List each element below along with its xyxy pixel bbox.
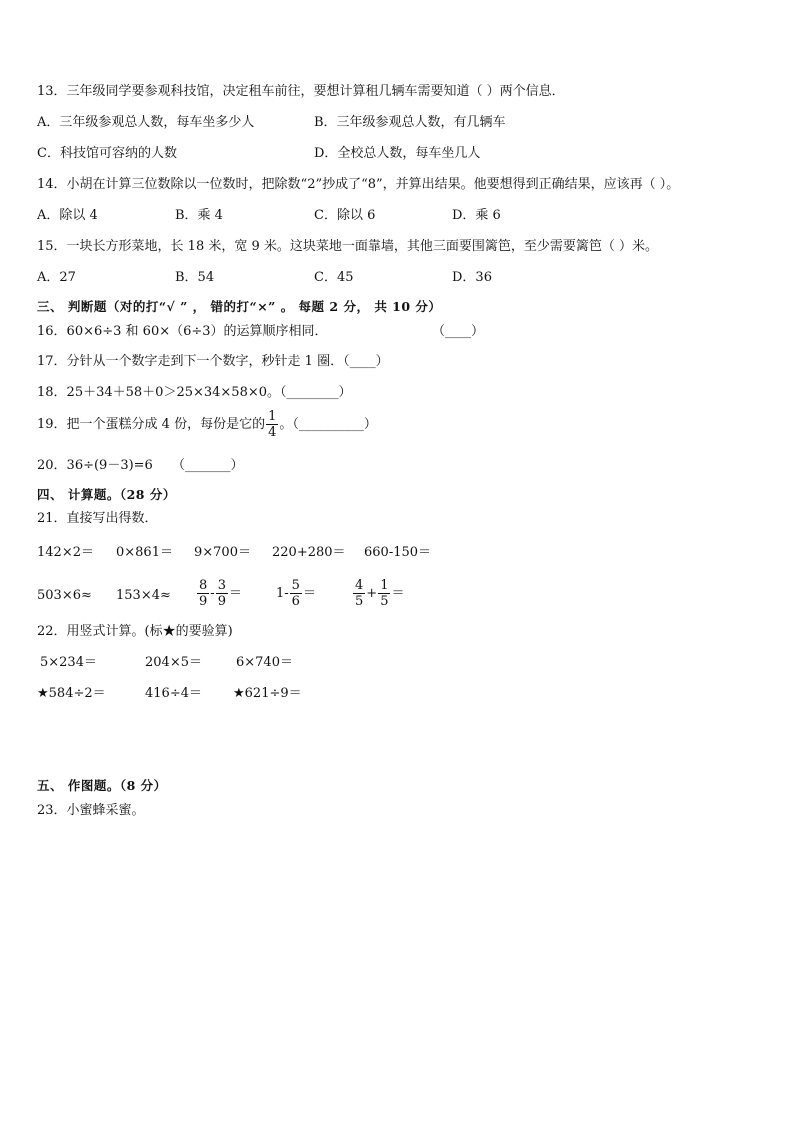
q20-text: 20．36÷(9－3)=6 — [37, 458, 153, 473]
q21-item: 142×2＝ — [37, 545, 94, 560]
q23-text: 23．小蜜蜂采蜜。 — [37, 803, 145, 818]
q19-post: 。（__________） — [279, 416, 377, 432]
denominator: 6 — [291, 594, 300, 609]
q15-option-d: D．36 — [452, 270, 492, 285]
q19-text — [37, 409, 377, 440]
q21-item: 660-150＝ — [364, 545, 432, 560]
q14-option-c: C．除以 6 — [314, 208, 376, 223]
denominator: 9 — [217, 594, 226, 609]
section-3-heading: 三、 判断题（对的打“√ ” ， 错的打“×” 。 每题 2 分， 共 10 分） — [37, 299, 442, 314]
q19-fraction-denominator: 4 — [268, 425, 277, 440]
equals-sign: ＝ — [391, 585, 405, 601]
operand: 1- — [276, 585, 289, 601]
numerator: 3 — [217, 578, 226, 593]
q21-fraction-item — [196, 578, 242, 609]
q21-item: 0×861＝ — [116, 545, 173, 560]
q14-option-d: D．乘 6 — [452, 208, 501, 223]
q15-option-a: A．27 — [37, 270, 76, 285]
q13-option-d: D．全校总人数，每车坐几人 — [314, 146, 481, 161]
fraction — [353, 578, 365, 609]
q21-item: 503×6≈ — [37, 588, 92, 603]
q19-fraction-numerator: 1 — [268, 409, 277, 424]
q16-text: 16．60×6÷3 和 60×（6÷3）的运算顺序相同． — [37, 324, 328, 339]
q21-fraction-item — [352, 578, 404, 609]
q21-stem: 21．直接写出得数． — [37, 511, 158, 526]
denominator: 5 — [355, 594, 364, 609]
numerator: 5 — [291, 578, 300, 593]
q14-stem: 14．小胡在计算三位数除以一位数时，把除数“2”抄成了“8”，并算出结果。他要想得到正确结果，应该再（ ）。 — [37, 177, 680, 192]
q22-item: 5×234＝ — [40, 655, 97, 670]
q17-text: 17．分针从一个数字走到下一个数字，秒针走 1 圈．（____） — [37, 354, 389, 369]
denominator: 5 — [380, 594, 389, 609]
denominator: 9 — [199, 594, 208, 609]
q15-option-b: B．54 — [175, 270, 215, 285]
fraction — [197, 578, 209, 609]
q22-item: ★584÷2＝ — [37, 686, 106, 701]
q18-text: 18．25＋34＋58＋0＞25×34×58×0。（________） — [37, 385, 352, 400]
q21-item: 153×4≈ — [116, 588, 171, 603]
numerator: 4 — [355, 578, 364, 593]
q15-stem: 15．一块长方形菜地，长 18 米，宽 9 米。这块菜地一面靠墙，其他三面要围篱笆，至少需要篱笆（ ）米。 — [37, 239, 659, 254]
q13-option-b: B．三年级参观总人数，有几辆车 — [314, 115, 506, 130]
equals-sign: ＝ — [302, 585, 316, 601]
q13-option-a: A．三年级参观总人数，每车坐多少人 — [37, 115, 255, 130]
q22-item: 416÷4＝ — [145, 686, 202, 701]
numerator: 1 — [380, 578, 389, 593]
q14-option-b: B．乘 4 — [175, 208, 223, 223]
operator: + — [366, 585, 378, 601]
section-5-heading: 五、 作图题。（8 分） — [37, 778, 167, 793]
equals-sign: ＝ — [228, 585, 242, 601]
q22-item: 6×740＝ — [236, 655, 293, 670]
q19-fraction — [266, 409, 278, 440]
q13-stem: 13．三年级同学要参观科技馆，决定租车前往，要想计算租几辆车需要知道（ ）两个信息． — [37, 84, 565, 99]
q22-item: 204×5＝ — [145, 655, 202, 670]
q16-blank: （____） — [432, 324, 485, 339]
q21-fraction-item — [276, 578, 316, 609]
section-4-heading: 四、 计算题。（28 分） — [37, 487, 176, 502]
q22-stem: 22．用竖式计算。(标★的要验算) — [37, 624, 233, 639]
q20-blank: （_______） — [172, 458, 244, 473]
q21-item: 220+280＝ — [272, 545, 346, 560]
fraction — [290, 578, 302, 609]
q19-pre: 19．把一个蛋糕分成 4 份，每份是它的 — [37, 416, 266, 432]
q15-option-c: C．45 — [314, 270, 354, 285]
q22-item: ★621÷9＝ — [233, 686, 302, 701]
q14-option-a: A．除以 4 — [37, 208, 98, 223]
fraction — [216, 578, 228, 609]
fraction — [378, 578, 390, 609]
numerator: 8 — [199, 578, 208, 593]
q13-option-c: C．科技馆可容纳的人数 — [37, 146, 177, 161]
q21-item: 9×700＝ — [194, 545, 251, 560]
operator: - — [210, 585, 215, 601]
